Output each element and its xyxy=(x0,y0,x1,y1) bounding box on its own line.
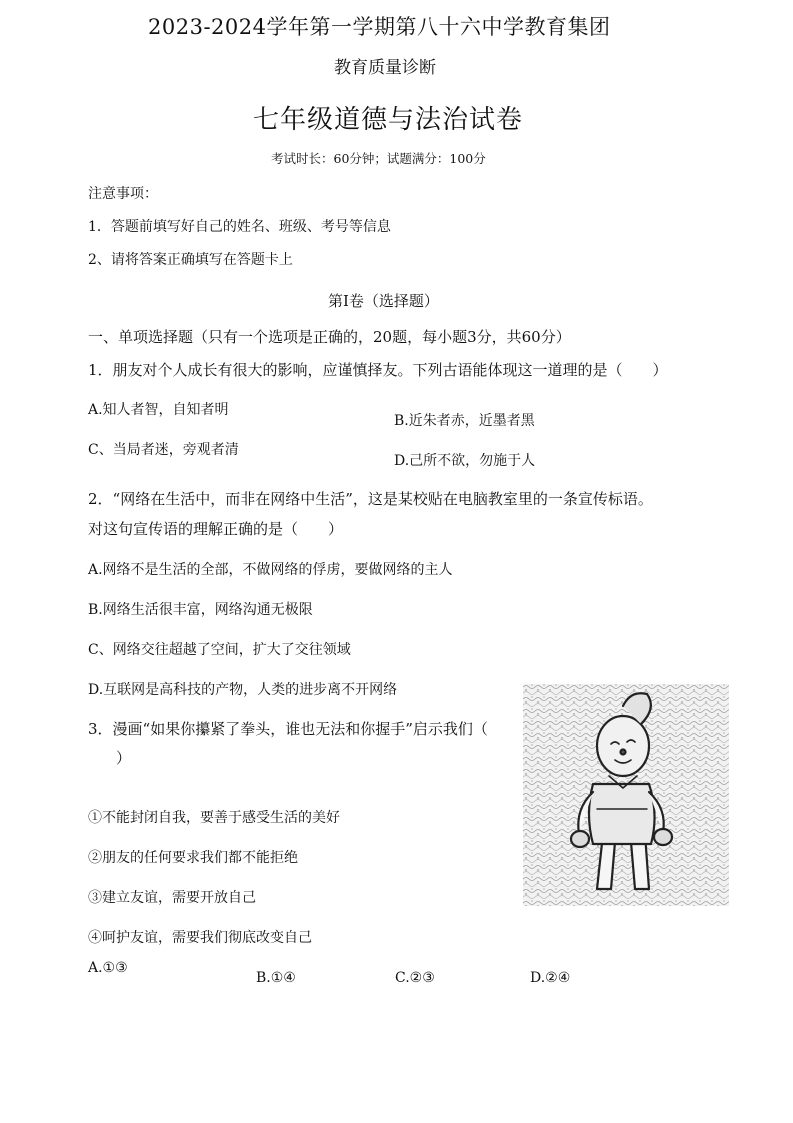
q2-stem-line-2: 对这句宣传语的理解正确的是（ ） xyxy=(88,520,344,538)
notes-item: 1．答题前填写好自己的姓名、班级、考号等信息 xyxy=(88,219,391,235)
header-line-1: 2023-2024学年第一学期第八十六中学教育集团 xyxy=(148,15,611,39)
q1-option-b: B.近朱者赤，近墨者黑 xyxy=(394,413,535,429)
header-line-2: 教育质量诊断 xyxy=(334,58,436,78)
exam-info: 考试时长：60分钟；试题满分：100分 xyxy=(271,151,486,166)
section-instruction: 一、单项选择题（只有一个选项是正确的，20题，每小题3分，共60分） xyxy=(88,328,571,346)
q3-statement: ①不能封闭自我，要善于感受生活的美好 xyxy=(88,810,340,826)
section-title: 第Ⅰ卷（选择题） xyxy=(328,292,439,310)
q1-option-c: C、当局者迷，旁观者清 xyxy=(88,442,239,458)
q3-option-b: B.①④ xyxy=(256,970,296,986)
exam-title: 七年级道德与法治试卷 xyxy=(253,105,524,135)
notes-item: 2、请将答案正确填写在答题卡上 xyxy=(88,252,293,268)
q1-option-d: D.己所不欲，勿施于人 xyxy=(394,453,536,469)
q1-stem: 1．朋友对个人成长有很大的影响，应谨慎择友。下列古语能体现这一道理的是（ ） xyxy=(88,361,668,379)
q2-option-a: A.网络不是生活的全部，不做网络的俘虏，要做网络的主人 xyxy=(88,562,453,578)
q3-option-d: D.②④ xyxy=(530,970,571,986)
q2-option-d: D.互联网是高科技的产物，人类的进步离不开网络 xyxy=(88,682,398,698)
q2-option-b: B.网络生活很丰富，网络沟通无极限 xyxy=(88,602,313,618)
q1-option-a: A.知人者智，自知者明 xyxy=(88,402,229,418)
q3-statement: ②朋友的任何要求我们都不能拒绝 xyxy=(88,850,298,866)
q3-option-c: C.②③ xyxy=(395,970,435,986)
q3-stem-line-1: 3．漫画“如果你攥紧了拳头，谁也无法和你握手”启示我们（ xyxy=(88,720,488,738)
notes-heading: 注意事项： xyxy=(88,186,158,202)
q2-stem-line-1: 2．“网络在生活中，而非在网络中生活”，这是某校贴在电脑教室里的一条宣传标语。 xyxy=(88,490,653,508)
q3-statement: ③建立友谊，需要开放自己 xyxy=(88,890,256,906)
q3-statement: ④呵护友谊，需要我们彻底改变自己 xyxy=(88,930,312,946)
cartoon-illustration xyxy=(523,684,729,906)
q3-stem-line-2: ） xyxy=(116,749,132,767)
q3-option-a: A.①③ xyxy=(88,960,128,976)
q2-option-c: C、网络交往超越了空间，扩大了交往领域 xyxy=(88,642,351,658)
